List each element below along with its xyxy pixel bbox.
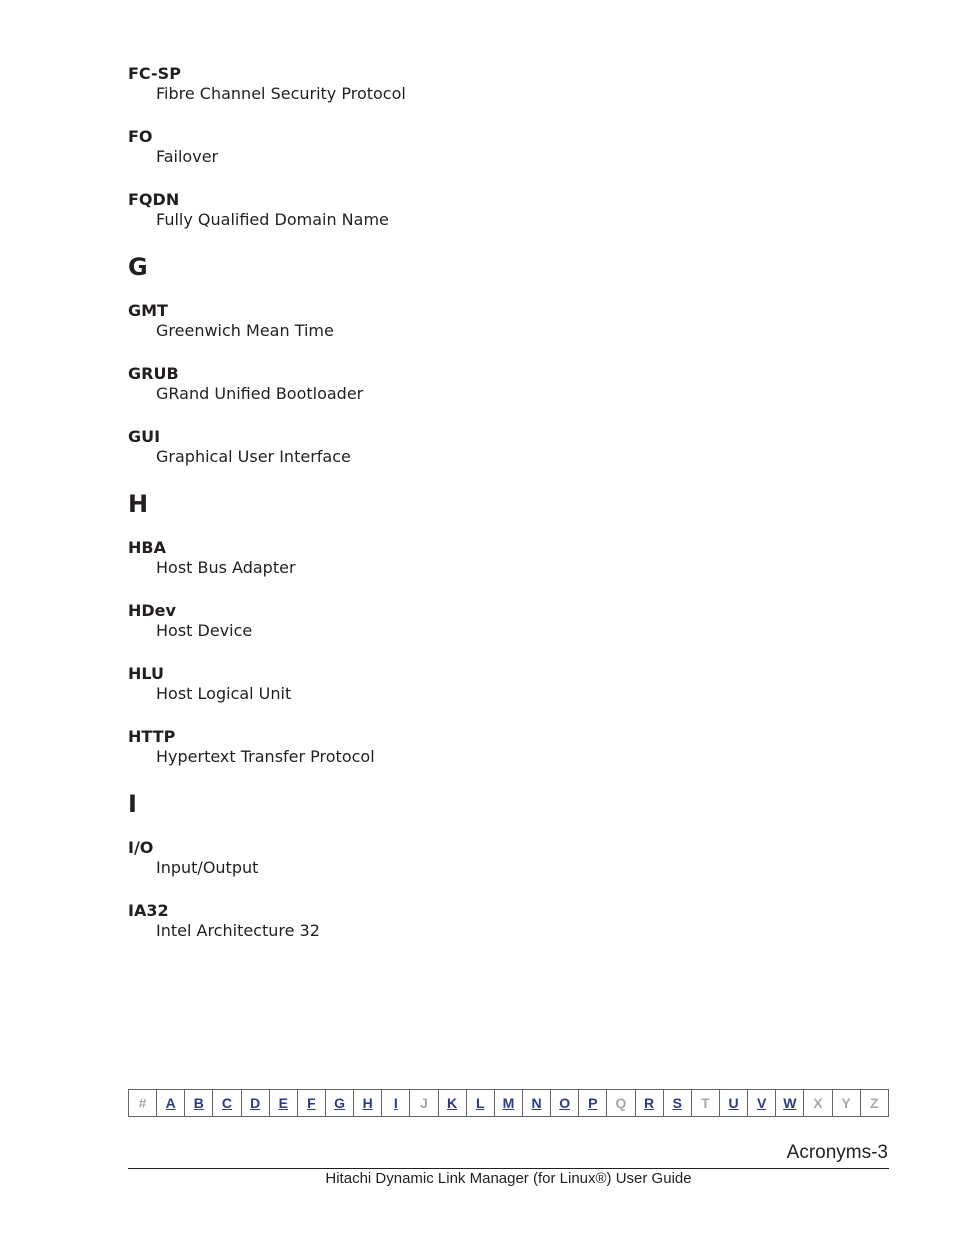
index-letter-n[interactable]: N [523,1090,551,1116]
index-letter-d[interactable]: D [242,1090,270,1116]
acronym-definition: Failover [156,147,219,166]
acronym-definition: Host Device [156,621,253,640]
index-letter-hash: # [129,1090,157,1116]
index-letter-s[interactable]: S [664,1090,692,1116]
index-letter-c[interactable]: C [213,1090,241,1116]
acronym-definition: Greenwich Mean Time [156,321,334,340]
index-letter-e[interactable]: E [270,1090,298,1116]
footer-title: Hitachi Dynamic Link Manager (for Linux®) User Guide [325,1170,692,1187]
acronym-term: HTTP [128,727,176,746]
acronym-definition: Graphical User Interface [156,447,351,466]
acronym-definition: GRand Unified Bootloader [156,384,364,403]
acronym-entry [128,64,888,104]
acronym-definition: Input/Output [156,858,259,877]
acronym-term: FC-SP [128,64,181,83]
index-letter-t: T [692,1090,720,1116]
section-letter-heading: H [128,490,149,518]
acronym-definition: Fibre Channel Security Protocol [156,84,406,103]
acronym-list [128,64,888,964]
index-letter-y: Y [833,1090,861,1116]
index-letter-f[interactable]: F [298,1090,326,1116]
acronym-term: HBA [128,538,166,557]
index-letter-x: X [804,1090,832,1116]
index-letter-p[interactable]: P [579,1090,607,1116]
index-letter-b[interactable]: B [185,1090,213,1116]
acronym-definition: Host Bus Adapter [156,558,296,577]
index-letter-a[interactable]: A [157,1090,185,1116]
index-letter-r[interactable]: R [636,1090,664,1116]
acronym-entry [128,838,888,878]
acronym-entry [128,301,888,341]
acronym-term: IA32 [128,901,169,920]
acronym-entry [128,601,888,641]
acronym-definition: Fully Qualified Domain Name [156,210,389,229]
index-letter-i[interactable]: I [382,1090,410,1116]
index-letter-z: Z [869,1095,879,1111]
acronym-term: GMT [128,301,168,320]
index-letter-v[interactable]: V [748,1090,776,1116]
index-letter-w[interactable]: W [776,1090,804,1116]
acronym-entry [128,727,888,767]
acronym-term: FQDN [128,190,180,209]
acronym-definition: Host Logical Unit [156,684,292,703]
acronym-term: GUI [128,427,161,446]
index-letter-g[interactable]: G [326,1090,354,1116]
section-letter-heading: I [128,790,137,818]
index-letter-o[interactable]: O [551,1090,579,1116]
acronym-term: HDev [128,601,176,620]
alphabet-index-bar [128,1089,889,1117]
acronym-entry [128,127,888,167]
acronym-entry [128,427,888,467]
page-number: Acronyms-3 [786,1142,888,1163]
acronym-term: HLU [128,664,165,683]
acronym-entry [128,538,888,578]
acronym-term: GRUB [128,364,179,383]
acronym-entry [128,190,888,230]
index-letter-j: J [410,1090,438,1116]
acronym-entry [128,364,888,404]
acronym-term: FO [128,127,153,146]
index-letter-l[interactable]: L [467,1090,495,1116]
acronym-definition: Hypertext Transfer Protocol [156,747,375,766]
index-letter-k[interactable]: K [439,1090,467,1116]
index-letter-m[interactable]: M [495,1090,523,1116]
acronym-entry [128,664,888,704]
acronym-definition: Intel Architecture 32 [156,921,320,940]
section-letter-heading: G [128,253,148,281]
index-letter-h[interactable]: H [354,1090,382,1116]
index-letter-q: Q [607,1090,635,1116]
acronym-term: I/O [128,838,154,857]
index-letter-u[interactable]: U [720,1090,748,1116]
footer-divider [128,1168,889,1169]
acronym-entry [128,901,888,941]
